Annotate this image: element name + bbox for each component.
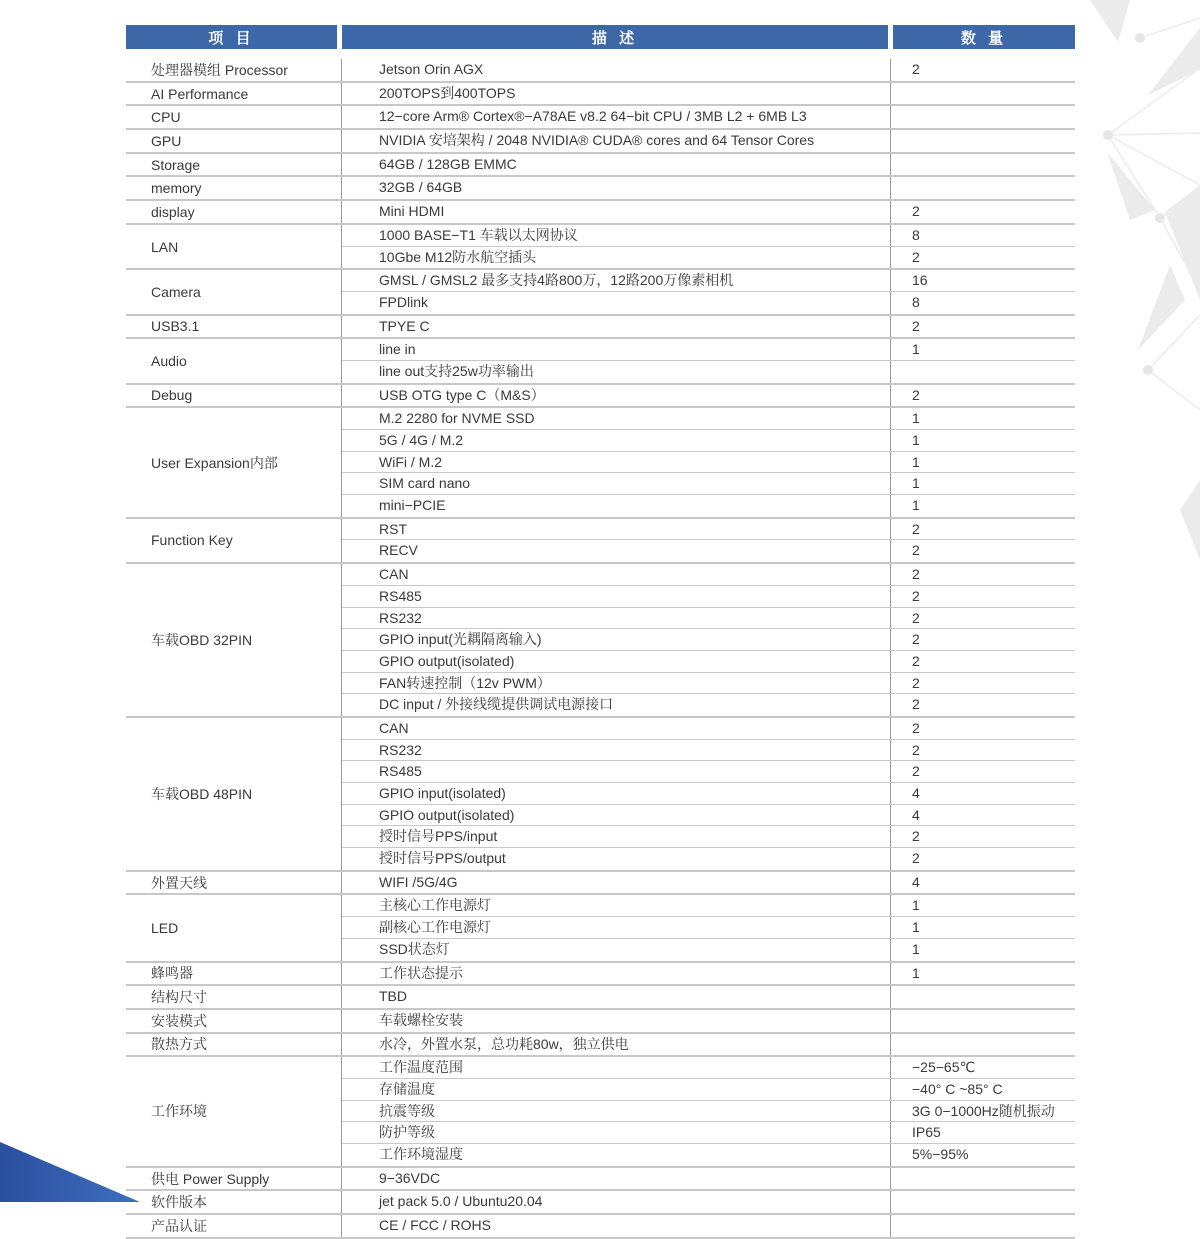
table-row [342, 430, 1075, 452]
spec-quantity [891, 1168, 912, 1190]
table-row [342, 718, 1075, 740]
spec-item-label: 工作环境 [151, 1103, 207, 1120]
spec-rows [341, 963, 1075, 985]
spec-quantity: 4 [912, 806, 920, 823]
spec-quantity: 2 [912, 542, 920, 559]
spec-description: RS232 [342, 740, 891, 761]
spec-quantity: 1 [912, 940, 920, 957]
table-row [342, 292, 1075, 314]
table-row [342, 805, 1075, 827]
spec-description: 副核心工作电源灯 [342, 917, 891, 938]
spec-group [126, 963, 1075, 987]
spec-group [126, 519, 1075, 564]
table-row [342, 651, 1075, 673]
spec-item-label: GPU [151, 132, 182, 149]
spec-quantity: 1 [912, 432, 920, 448]
table-row [342, 316, 1075, 338]
table-row [342, 495, 1075, 517]
spec-quantity: 1 [912, 410, 920, 427]
spec-quantity [891, 177, 912, 199]
table-row [342, 1215, 1075, 1237]
spec-description: CAN [342, 718, 891, 739]
spec-description: RS232 [342, 608, 891, 629]
spec-item-label: USB3.1 [151, 318, 200, 335]
spec-item-label: 结构尺寸 [151, 989, 207, 1006]
spec-quantity: 3G 0−1000Hz随机振动 [912, 1102, 1055, 1119]
table-row [342, 761, 1075, 783]
spec-group [126, 872, 1075, 896]
spec-item-label: AI Performance [151, 85, 249, 102]
spec-table [126, 59, 1075, 1239]
spec-description: 工作温度范围 [342, 1057, 891, 1078]
spec-quantity: 2 [912, 609, 920, 626]
table-row [342, 270, 1075, 292]
spec-group [126, 986, 1075, 1010]
spec-description: line in [342, 339, 891, 360]
spec-item-label: User Expansion内部 [151, 454, 278, 471]
spec-group [126, 1168, 1075, 1192]
table-row [342, 783, 1075, 805]
spec-quantity: 4 [912, 873, 920, 890]
spec-quantity [891, 106, 912, 128]
spec-item-label: 外置天线 [151, 874, 207, 891]
table-row [342, 1168, 1075, 1190]
spec-rows [341, 895, 1075, 960]
spec-group [126, 154, 1075, 178]
spec-description: Jetson Orin AGX [342, 59, 891, 81]
table-row [342, 59, 1075, 81]
spec-description: FAN转速控制（12v PWM） [342, 673, 891, 694]
spec-rows [341, 872, 1075, 894]
spec-quantity: 4 [912, 785, 920, 801]
spec-rows [341, 1215, 1075, 1237]
spec-description: RS485 [342, 586, 891, 607]
spec-group [126, 83, 1075, 107]
spec-quantity [891, 1191, 912, 1213]
spec-quantity [891, 83, 912, 105]
spec-quantity: 1 [912, 919, 920, 936]
spec-rows [341, 1010, 1075, 1032]
spec-quantity: 2 [912, 674, 920, 691]
table-row [342, 629, 1075, 651]
spec-item-label: CPU [151, 109, 181, 126]
spec-description: 12−core Arm® Cortex®−A78AE v8.2 64−bit CPU / 3MB L2 + 6MB L3 [342, 106, 891, 128]
spec-description: GPIO output(isolated) [342, 805, 891, 826]
spec-quantity: 2 [912, 566, 920, 583]
spec-description: 主核心工作电源灯 [342, 895, 891, 916]
spec-item-label: LED [151, 919, 179, 936]
table-row [342, 740, 1075, 762]
spec-item-label: 安装模式 [151, 1012, 207, 1029]
spec-rows [341, 1191, 1075, 1213]
table-row [342, 339, 1075, 361]
table-row [342, 130, 1075, 152]
spec-description: 32GB / 64GB [342, 177, 891, 199]
spec-quantity: −25−65℃ [912, 1059, 976, 1076]
spec-quantity: 2 [912, 248, 920, 265]
table-row [342, 201, 1075, 223]
table-row [342, 1122, 1075, 1144]
spec-description: 64GB / 128GB EMMC [342, 154, 891, 176]
spec-quantity: 1 [912, 897, 920, 914]
spec-group [126, 564, 1075, 718]
spec-quantity: 1 [912, 475, 920, 492]
spec-quantity [891, 130, 912, 152]
spec-rows [341, 519, 1075, 562]
spec-group [126, 225, 1075, 270]
spec-item-label: display [151, 203, 195, 220]
spec-description: WIFI /5G/4G [342, 872, 891, 894]
spec-group [126, 270, 1075, 315]
spec-quantity: 2 [912, 520, 920, 537]
spec-description: TPYE C [342, 316, 891, 338]
table-row [342, 586, 1075, 608]
header-item: 项 目 [126, 25, 337, 49]
spec-quantity: 2 [912, 696, 920, 713]
spec-quantity [891, 154, 912, 176]
spec-rows [341, 564, 1075, 716]
spec-description: 10Gbe M12防水航空插头 [342, 247, 891, 269]
spec-rows [341, 385, 1075, 407]
spec-description: DC input / 外接线缆提供调试电源接口 [342, 694, 891, 716]
table-row [342, 1191, 1075, 1213]
spec-description: SIM card nano [342, 473, 891, 494]
spec-description: RS485 [342, 761, 891, 782]
spec-quantity: 1 [912, 453, 920, 470]
table-row [342, 1057, 1075, 1079]
spec-quantity: 2 [912, 652, 920, 669]
spec-rows [341, 316, 1075, 338]
spec-group [126, 1057, 1075, 1167]
spec-description: GPIO output(isolated) [342, 651, 891, 672]
spec-item-label: 蜂鸣器 [151, 965, 193, 982]
table-row [342, 519, 1075, 541]
spec-rows [341, 270, 1075, 313]
spec-quantity [891, 986, 912, 1008]
spec-quantity [891, 1215, 912, 1237]
table-row [342, 154, 1075, 176]
table-row [342, 247, 1075, 269]
spec-quantity: 2 [912, 741, 920, 758]
spec-group [126, 895, 1075, 962]
spec-item-label: Debug [151, 387, 193, 404]
spec-item-label: 软件版本 [151, 1194, 207, 1211]
spec-description: 5G / 4G / M.2 [342, 430, 891, 451]
spec-description: M.2 2280 for NVME SSD [342, 408, 891, 429]
spec-rows [341, 408, 1075, 516]
table-row [342, 1144, 1075, 1166]
spec-description: line out支持25w功率输出 [342, 361, 891, 383]
table-row [342, 608, 1075, 630]
spec-quantity: 2 [912, 828, 920, 845]
spec-quantity: 2 [912, 203, 920, 220]
spec-group [126, 339, 1075, 384]
spec-group [126, 408, 1075, 518]
spec-quantity: 8 [912, 293, 920, 310]
spec-description: 工作环境湿度 [342, 1144, 891, 1166]
spec-description: 车载螺栓安装 [342, 1010, 891, 1032]
spec-quantity: 2 [912, 587, 920, 604]
spec-description: WiFi / M.2 [342, 452, 891, 473]
table-row [342, 540, 1075, 562]
spec-description: 防护等级 [342, 1122, 891, 1143]
spec-description: GPIO input(isolated) [342, 783, 891, 804]
spec-quantity: 1 [912, 497, 920, 514]
spec-item-label: 车载OBD 48PIN [151, 785, 253, 802]
spec-description: 200TOPS到400TOPS [342, 83, 891, 105]
spec-description: 授时信号PPS/output [342, 848, 891, 870]
spec-description: jet pack 5.0 / Ubuntu20.04 [342, 1191, 891, 1213]
table-row [342, 83, 1075, 105]
spec-rows [341, 225, 1075, 268]
spec-rows [341, 154, 1075, 176]
spec-description: TBD [342, 986, 891, 1008]
spec-rows [341, 1168, 1075, 1190]
spec-rows [341, 986, 1075, 1008]
spec-description: 水冷，外置水泵，总功耗80w，独立供电 [342, 1034, 891, 1056]
table-row [342, 673, 1075, 695]
spec-description: 授时信号PPS/input [342, 826, 891, 847]
spec-item-label: Storage [151, 156, 201, 173]
spec-rows [341, 83, 1075, 105]
spec-rows [341, 1057, 1075, 1165]
spec-rows [341, 177, 1075, 199]
background-corner-decoration [0, 1142, 140, 1202]
spec-item-label: 供电 Power Supply [151, 1170, 270, 1187]
spec-quantity [891, 361, 912, 383]
background-network-decoration [1060, 0, 1200, 760]
spec-description: USB OTG type C（M&S） [342, 385, 891, 407]
table-row [342, 963, 1075, 985]
spec-group [126, 1191, 1075, 1215]
spec-group [126, 1034, 1075, 1058]
spec-quantity: 2 [912, 317, 920, 334]
spec-description: GPIO input(光耦隔离输入) [342, 629, 891, 650]
spec-description: Mini HDMI [342, 201, 891, 223]
spec-rows [341, 1034, 1075, 1056]
spec-group [126, 385, 1075, 409]
spec-group [126, 59, 1075, 83]
spec-description: FPDlink [342, 292, 891, 314]
table-row [342, 939, 1075, 961]
spec-quantity: 8 [912, 226, 920, 243]
spec-item-label: memory [151, 180, 202, 197]
table-row [342, 1101, 1075, 1123]
spec-quantity [891, 1034, 912, 1056]
table-row [342, 1010, 1075, 1032]
table-row [342, 225, 1075, 247]
spec-quantity: 1 [912, 341, 920, 358]
table-row [342, 385, 1075, 407]
spec-rows [341, 718, 1075, 870]
spec-description: CAN [342, 564, 891, 585]
spec-item-label: 产品认证 [151, 1217, 207, 1234]
spec-rows [341, 59, 1075, 81]
spec-quantity: 16 [912, 272, 928, 289]
table-row [342, 1034, 1075, 1056]
spec-quantity: 2 [912, 763, 920, 780]
table-row [342, 826, 1075, 848]
spec-quantity: 2 [912, 386, 920, 403]
spec-group [126, 177, 1075, 201]
table-row [342, 564, 1075, 586]
spec-description: GMSL / GMSL2 最多支持4路800万，12路200万像素相机 [342, 270, 891, 291]
spec-quantity: 2 [912, 850, 920, 867]
table-row [342, 408, 1075, 430]
spec-description: CE / FCC / ROHS [342, 1215, 891, 1237]
spec-quantity [891, 1010, 912, 1032]
spec-item-label: 处理器模组 Processor [151, 61, 288, 78]
spec-group [126, 106, 1075, 130]
header-quantity: 数 量 [893, 25, 1075, 49]
spec-quantity: 5%−95% [912, 1146, 969, 1162]
spec-description: SSD状态灯 [342, 939, 891, 961]
spec-description: 9−36VDC [342, 1168, 891, 1190]
spec-group [126, 201, 1075, 225]
spec-item-label: 散热方式 [151, 1036, 207, 1053]
spec-group [126, 316, 1075, 340]
spec-quantity: 2 [912, 61, 920, 77]
spec-item-label: LAN [151, 238, 179, 255]
spec-description: mini−PCIE [342, 495, 891, 517]
spec-description: NVIDIA 安培架构 / 2048 NVIDIA® CUDA® cores and 64 Tensor Cores [342, 130, 891, 152]
table-row [342, 848, 1075, 870]
header-description: 描 述 [342, 25, 888, 49]
table-row [342, 986, 1075, 1008]
spec-group [126, 130, 1075, 154]
spec-quantity: −40° C ~85° C [912, 1080, 1003, 1097]
spec-item-label: Function Key [151, 532, 233, 549]
spec-rows [341, 130, 1075, 152]
spec-description: 抗震等级 [342, 1101, 891, 1122]
spec-rows [341, 339, 1075, 382]
table-row [342, 361, 1075, 383]
table-row [342, 473, 1075, 495]
spec-description: 工作状态提示 [342, 963, 891, 985]
spec-group [126, 1010, 1075, 1034]
spec-item-label: Audio [151, 352, 187, 369]
spec-description: 1000 BASE−T1 车载以太网协议 [342, 225, 891, 246]
spec-group [126, 718, 1075, 872]
spec-quantity: 2 [912, 631, 920, 648]
table-row [342, 895, 1075, 917]
table-row [342, 177, 1075, 199]
table-row [342, 1079, 1075, 1101]
spec-description: RECV [342, 540, 891, 562]
spec-quantity: IP65 [912, 1124, 941, 1141]
spec-description: RST [342, 519, 891, 540]
spec-rows [341, 201, 1075, 223]
spec-item-label: Camera [151, 283, 201, 300]
table-row [342, 452, 1075, 474]
spec-group [126, 1215, 1075, 1239]
spec-rows [341, 106, 1075, 128]
spec-quantity: 2 [912, 719, 920, 736]
table-row [342, 872, 1075, 894]
spec-description: 存储温度 [342, 1079, 891, 1100]
spec-item-label: 车载OBD 32PIN [151, 632, 253, 649]
table-row [342, 106, 1075, 128]
table-row [342, 694, 1075, 716]
spec-quantity: 1 [912, 964, 920, 981]
table-row [342, 917, 1075, 939]
